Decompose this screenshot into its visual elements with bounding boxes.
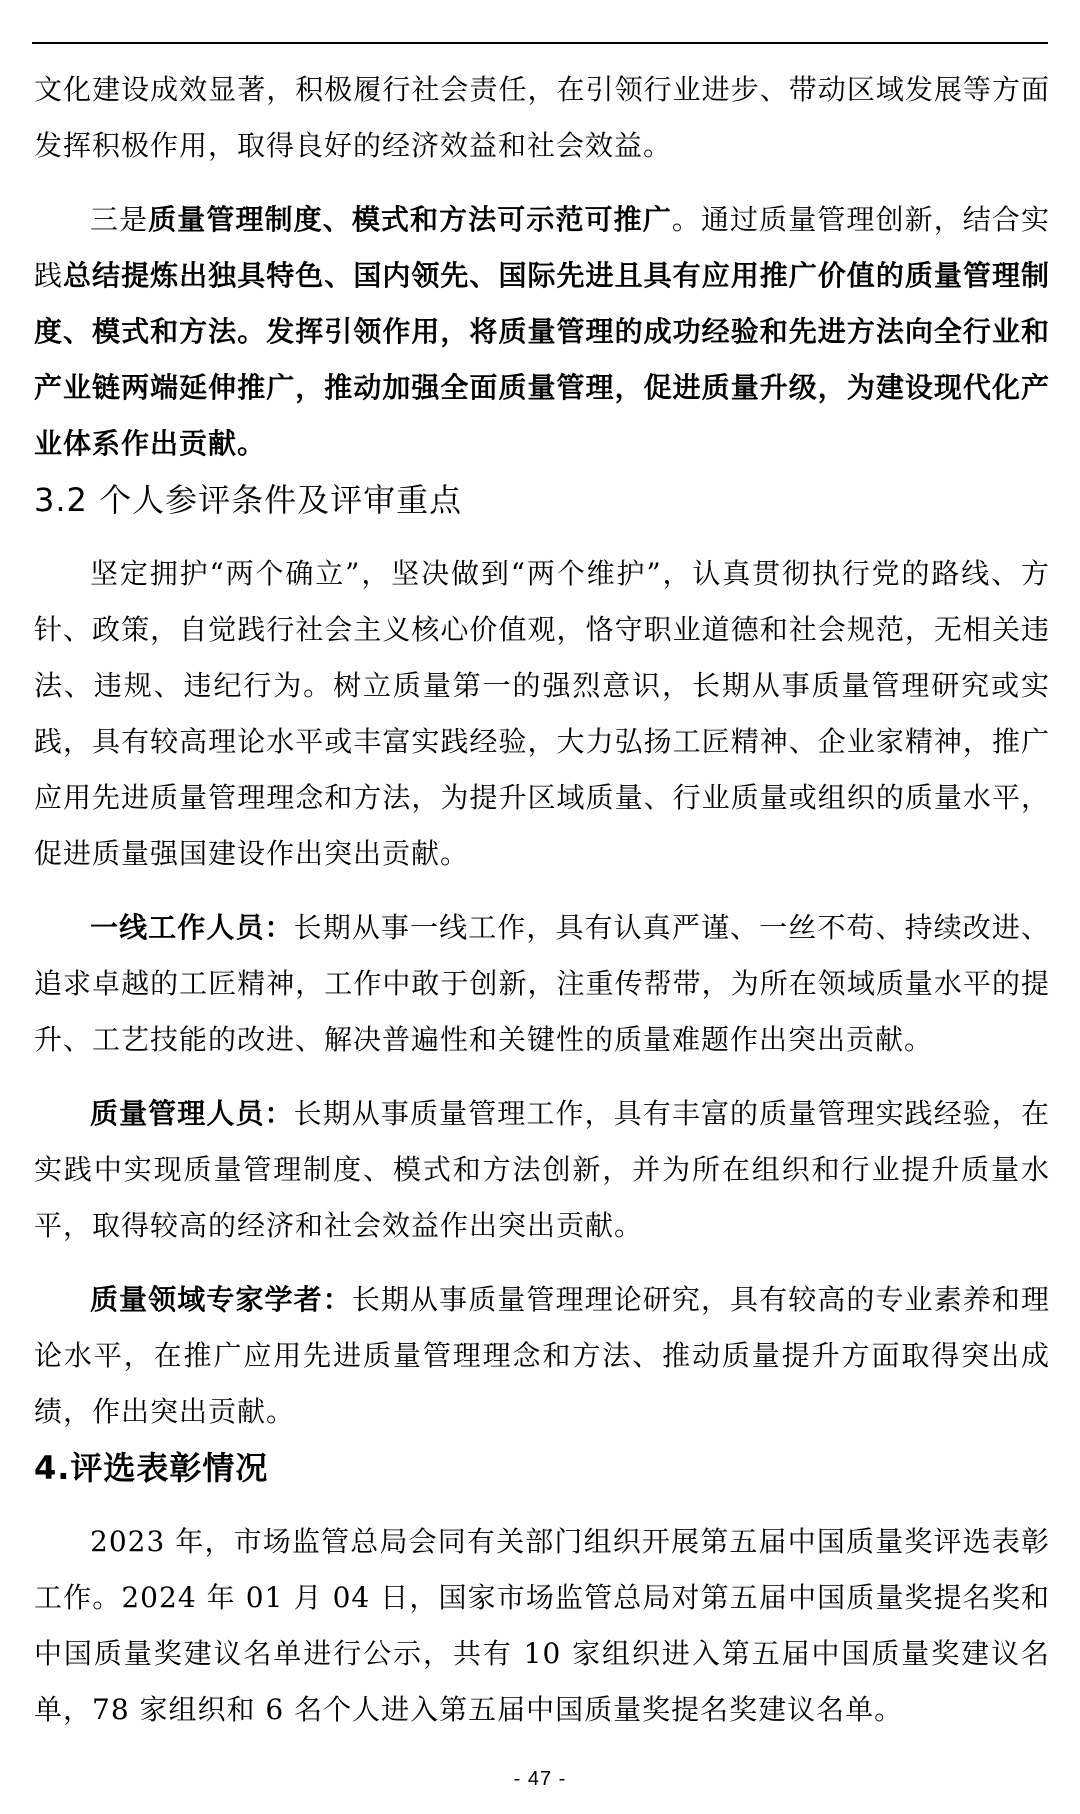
- quality-managers-label: 质量管理人员：: [90, 1097, 294, 1130]
- third-point-lead: 三是: [90, 203, 149, 236]
- paragraph-individual-criteria: 坚定拥护“两个确立”，坚决做到“两个维护”，认真贯彻执行党的路线、方针、政策，自觉践行社会主义核心价值观，恪守职业道德和社会规范，无相关违法、违规、违纪行为。树立质量第一的强烈意识，长期从事质量管理研究或实践，具有较高理论水平或丰富实践经验，大力弘扬工匠精神、企业家精神，推广应用先进质量管理理念和方法，为提升区域质量、行业质量或组织的质量水平，促进质量强国建设作出突出贡献。: [34, 557, 1050, 870]
- paragraph-third-point: [34, 192, 1050, 472]
- frontline-staff-label: 一线工作人员：: [90, 911, 294, 944]
- header-rule: [32, 42, 1048, 44]
- third-point-emphasis: 总结提炼出独具特色、国内领先、国际先进且具有应用推广价值的质量管理制度、模式和方法。发挥引领作用，将质量管理的成功经验和先进方法向全行业和产业链两端延伸推广，推动加强全面质量管理，促进质量升级，为建设现代化产业体系作出贡献。: [34, 259, 1050, 460]
- third-point-text: 。通过质量管理创新，结合实践: [34, 203, 1050, 292]
- paragraph-continuation: 文化建设成效显著，积极履行社会责任，在引领行业进步、带动区域发展等方面发挥积极作用，取得良好的经济效益和社会效益。: [34, 73, 1050, 162]
- paragraph-quality-managers: [34, 1086, 1050, 1254]
- paragraph-frontline-staff: [34, 900, 1050, 1068]
- section-heading-3-2: 3.2 个人参评条件及评审重点: [34, 481, 463, 519]
- frontline-staff-text: 长期从事一线工作，具有认真严谨、一丝不苟、持续改进、追求卓越的工匠精神，工作中敢于创新，注重传帮带，为所在领域质量水平的提升、工艺技能的改进、解决普遍性和关键性的质量难题作出突出贡献。: [34, 911, 1050, 1056]
- quality-experts-label: 质量领域专家学者：: [90, 1283, 352, 1316]
- quality-experts-text: 长期从事质量管理理论研究，具有较高的专业素养和理论水平，在推广应用先进质量管理理念和方法、推动质量提升方面取得突出成绩，作出突出贡献。: [34, 1283, 1050, 1428]
- page-content: [34, 62, 1050, 1738]
- third-point-heading: 质量管理制度、模式和方法可示范可推广: [148, 203, 672, 236]
- quality-managers-text: 长期从事质量管理工作，具有丰富的质量管理实践经验，在实践中实现质量管理制度、模式和方法创新，并为所在组织和行业提升质量水平，取得较高的经济和社会效益作出突出贡献。: [34, 1097, 1050, 1242]
- paragraph-quality-experts: [34, 1272, 1050, 1440]
- paragraph-award-status: 2023 年，市场监管总局会同有关部门组织开展第五届中国质量奖评选表彰工作。2024 年 01 月 04 日，国家市场监管总局对第五届中国质量奖提名奖和中国质量奖建议名单进行公示，共有 10 家组织进入第五届中国质量奖建议名单，78 家组织和 6 名个人进入第五届中国质量奖提名奖建议名单。: [34, 1525, 1050, 1726]
- section-heading-4: 4.评选表彰情况: [34, 1449, 269, 1487]
- page-number: - 47 -: [513, 1768, 567, 1790]
